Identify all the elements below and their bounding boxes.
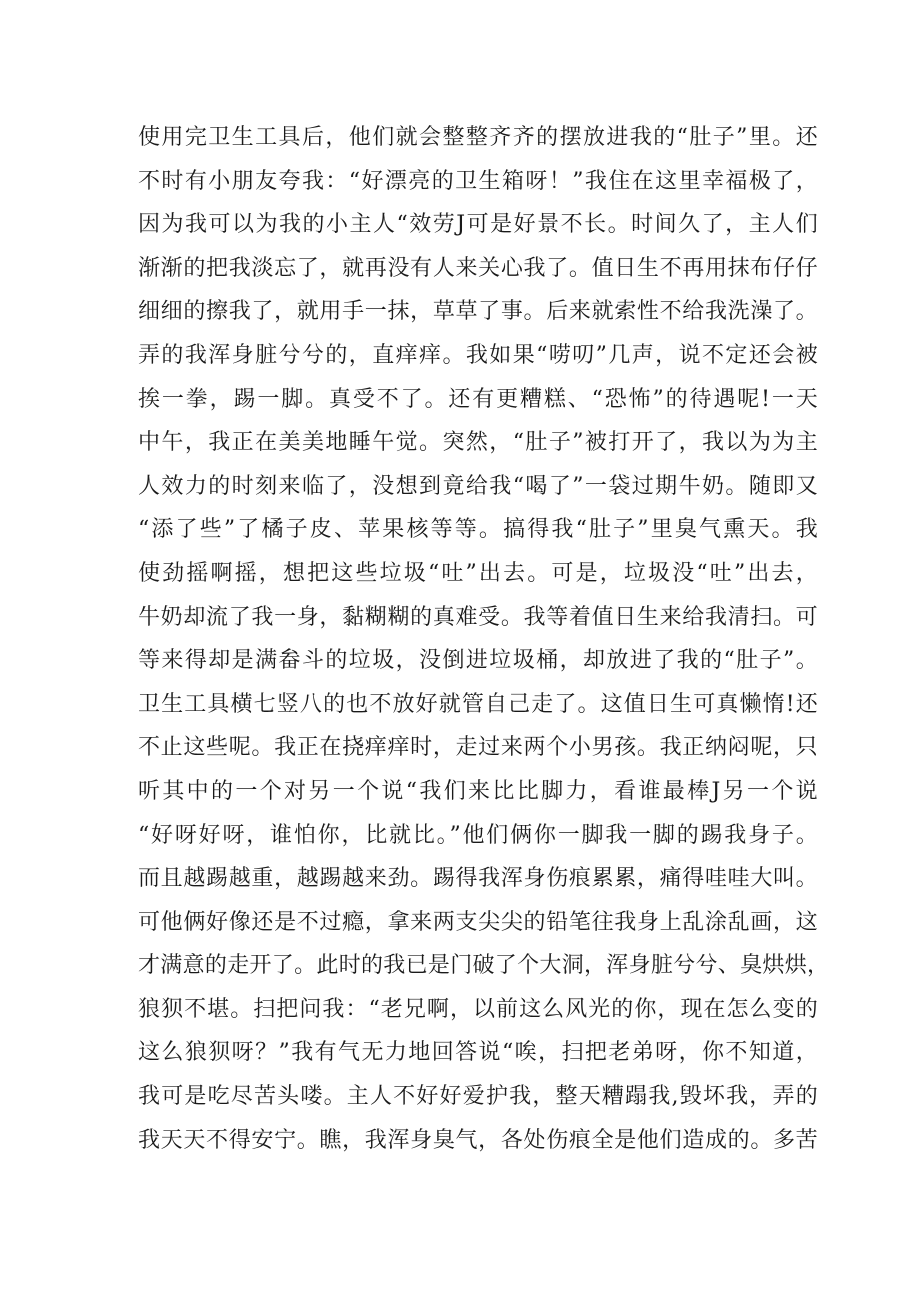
text-line: 而且越踢越重，越踢越来劲。踢得我浑身伤痕累累，痛得哇哇大叫。 xyxy=(138,866,818,892)
text-line: “添了些”了橘子皮、苹果核等等。搞得我“肚子”里臭气熏天。我 xyxy=(138,517,818,543)
text-line: 因为我可以为我的小主人“效劳J可是好景不长。时间久了，主人们 xyxy=(138,212,818,238)
text-line: “好呀好呀，谁怕你，比就比。”他们俩你一脚我一脚的踢我身子。 xyxy=(138,822,818,848)
text-line: 牛奶却流了我一身，黏糊糊的真难受。我等着值日生来给我清扫。可 xyxy=(138,604,818,630)
text-line: 这么狼狈呀？”我有气无力地回答说“唉，扫把老弟呀，你不知道， xyxy=(138,1040,818,1066)
text-line: 挨一拳，踢一脚。真受不了。还有更糟糕、“恐怖”的待遇呢!一天 xyxy=(138,386,818,412)
text-line: 不时有小朋友夸我：“好漂亮的卫生箱呀！”我住在这里幸福极了， xyxy=(138,168,818,194)
text-line: 不止这些呢。我正在挠痒痒时，走过来两个小男孩。我正纳闷呢，只 xyxy=(138,735,818,761)
text-line: 狼狈不堪。扫把问我：“老兄啊，以前这么风光的你，现在怎么变的 xyxy=(138,996,818,1022)
text-line: 细细的擦我了，就用手一抹，草草了事。后来就索性不给我洗澡了。 xyxy=(138,299,818,325)
text-line: 使劲摇啊摇，想把这些垃圾“吐”出去。可是，垃圾没“吐”出去， xyxy=(138,560,818,586)
text-line: 渐渐的把我淡忘了，就再没有人来关心我了。值日生不再用抹布仔仔 xyxy=(138,255,818,281)
text-line: 卫生工具横七竖八的也不放好就管自己走了。这值日生可真懒惰!还 xyxy=(138,691,818,717)
text-line: 可他俩好像还是不过瘾，拿来两支尖尖的铅笔往我身上乱涂乱画，这 xyxy=(138,909,818,935)
text-line: 我可是吃尽苦头喽。主人不好好爱护我，整天糟蹋我,毁坏我，弄的 xyxy=(138,1084,818,1110)
text-line: 中午，我正在美美地睡午觉。突然，“肚子”被打开了，我以为为主 xyxy=(138,430,818,456)
text-line: 等来得却是满畚斗的垃圾，没倒进垃圾桶，却放进了我的“肚子”。 xyxy=(138,648,818,674)
text-line: 我天天不得安宁。瞧，我浑身臭气，各处伤痕全是他们造成的。多苦 xyxy=(138,1127,818,1153)
text-line: 听其中的一个对另一个说“我们来比比脚力，看谁最棒J另一个说 xyxy=(138,778,818,804)
body-text xyxy=(138,116,830,1162)
text-line: 弄的我浑身脏兮兮的，直痒痒。我如果“唠叨”几声，说不定还会被 xyxy=(138,342,818,368)
text-line: 使用完卫生工具后，他们就会整整齐齐的摆放进我的“肚子”里。还 xyxy=(138,125,818,150)
text-line: 人效力的时刻来临了，没想到竟给我“喝了”一袋过期牛奶。随即又 xyxy=(138,473,818,499)
text-line: 才满意的走开了。此时的我已是门破了个大洞，浑身脏兮兮、臭烘烘， xyxy=(138,953,830,979)
